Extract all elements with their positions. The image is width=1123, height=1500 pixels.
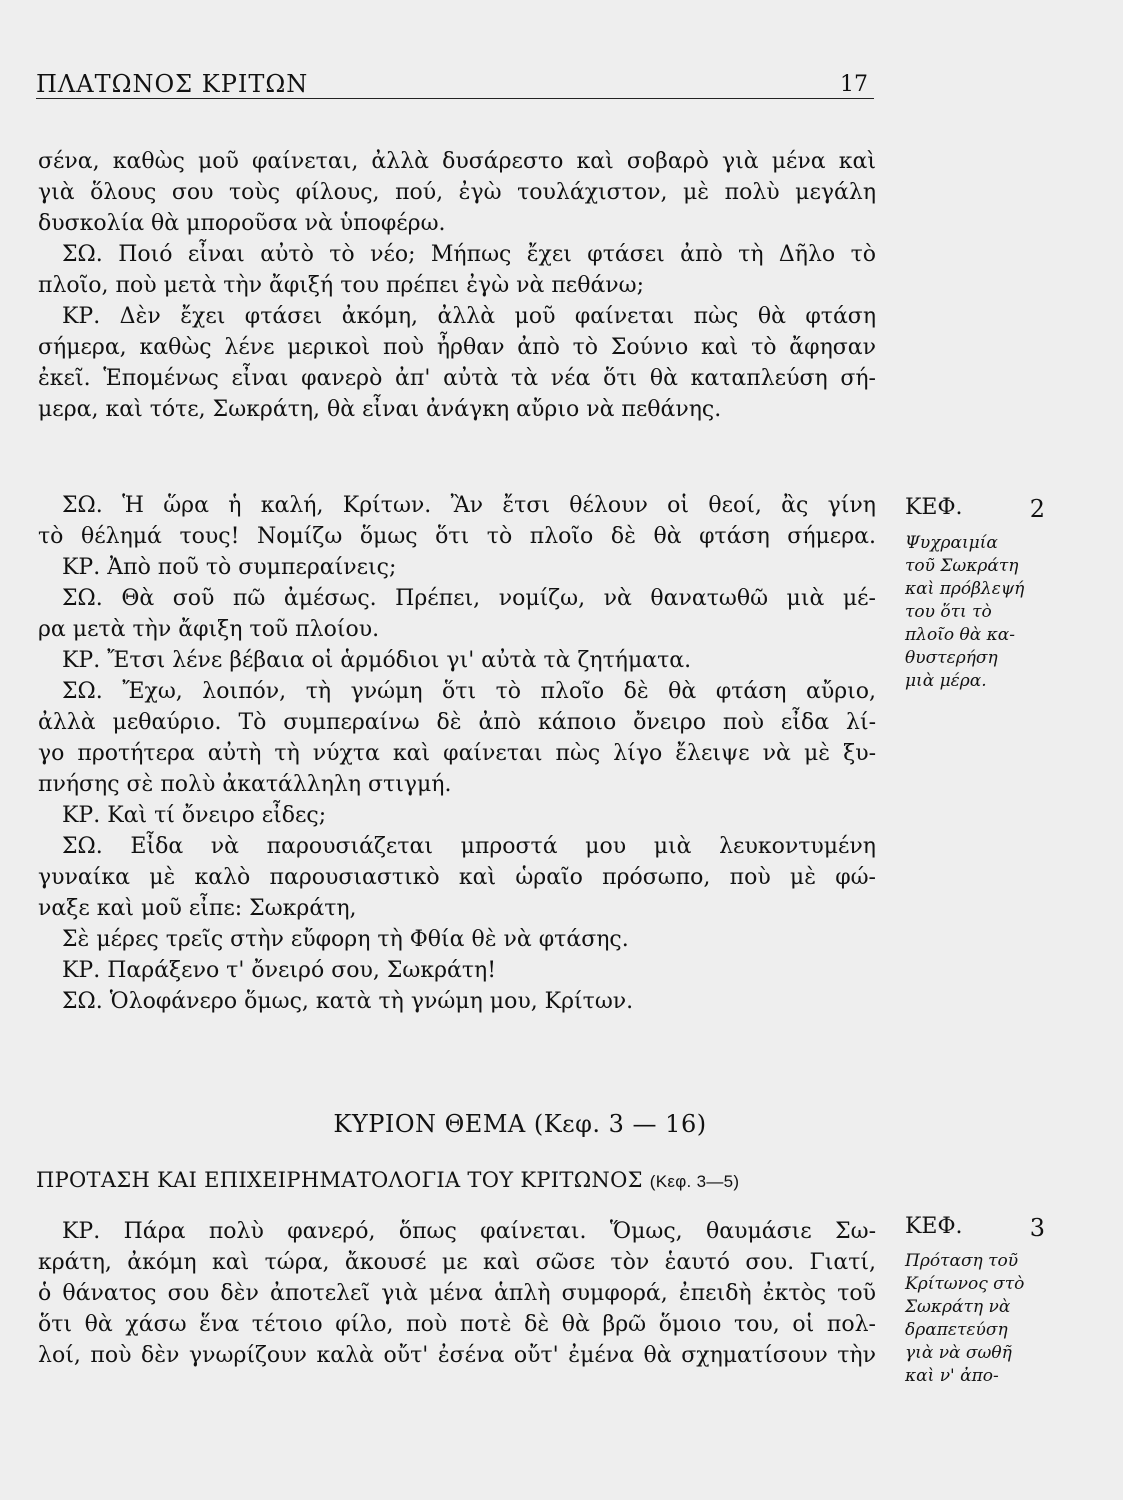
text-line: λοί, ποὺ δὲν γνωρίζουν καλὰ οὔτ' ἐσένα οὔτ' ἐμένα θὰ σχηματίσουν τὴν: [38, 1343, 876, 1368]
margin-note-line: Σωκράτη νὰ: [905, 1297, 1011, 1317]
margin-note-2: [905, 532, 1045, 693]
text-line: ΚΡ. Ἔτσι λένε βέβαια οἱ ἁρμόδιοι γι' αὐτὰ τὰ ζητήματα.: [62, 648, 692, 673]
text-line: γυναίκα μὲ καλὸ παρουσιαστικὸ καὶ ὡραῖο πρόσωπο, ποὺ μὲ φώ-: [38, 865, 876, 890]
text-block-3: [38, 1216, 876, 1371]
margin-note-line: Κρίτωνος στὸ: [905, 1274, 1025, 1294]
text-line: τὸ θέλημά τους! Νομίζω ὅμως ὅτι τὸ πλοῖο δὲ θὰ φτάση σήμερα.: [38, 524, 876, 549]
text-line: σένα, καθὼς μοῦ φαίνεται, ἀλλὰ δυσάρεστο καὶ σοβαρὸ γιὰ μένα καὶ: [38, 149, 876, 174]
text-line: ΚΡ. Παράξενο τ' ὄνειρό σου, Σωκράτη!: [62, 958, 497, 983]
text-line: δυσκολία θὰ μποροῦσα νὰ ὑποφέρω.: [38, 211, 446, 236]
running-header-title: ΠΛΑΤΩΝΟΣ ΚΡΙΤΩΝ: [36, 70, 309, 98]
margin-chapter-label-3: [905, 1214, 1045, 1242]
text-line: γιὰ ὅλους σου τοὺς φίλους, πού, ἐγὼ τουλάχιστον, μὲ πολὺ μεγάλη: [38, 180, 876, 205]
header-rule: [36, 98, 874, 99]
margin-note-line: δραπετεύση: [905, 1320, 1008, 1340]
margin-note-line: μιὰ μέρα.: [905, 671, 987, 691]
text-block-1: [38, 146, 876, 425]
text-line: ΚΡ. Ἀπὸ ποῦ τὸ συμπεραίνεις;: [62, 555, 397, 580]
text-line: ἐκεῖ. Ἑπομένως εἶναι φανερὸ ἀπ' αὐτὰ τὰ νέα ὅτι θὰ καταπλεύση σή-: [38, 366, 876, 391]
subheading-chapter-ref: (Κεφ. 3—5): [649, 1172, 740, 1191]
text-line: ΣΩ. Θὰ σοῦ πῶ ἀμέσως. Πρέπει, νομίζω, νὰ θανατωθῶ μιὰ μέ-: [62, 586, 876, 611]
margin-note-line: Πρόταση τοῦ: [905, 1251, 1019, 1271]
text-line: μερα, καὶ τότε, Σωκράτη, θὰ εἶναι ἀνάγκη αὔριο νὰ πεθάνης.: [38, 397, 722, 422]
text-line: ΣΩ. Ποιό εἶναι αὐτὸ τὸ νέο; Μήπως ἔχει φτάσει ἀπὸ τὴ Δῆλο τὸ: [62, 242, 876, 267]
subheading-text: ΠΡΟΤΑΣΗ ΚΑΙ ΕΠΙΧΕΙΡΗΜΑΤΟΛΟΓΙΑ ΤΟΥ ΚΡΙΤΩΝΟΣ: [36, 1168, 643, 1192]
margin-note-line: γιὰ νὰ σωθῆ: [905, 1343, 1012, 1363]
chapter-number: 3: [1029, 1214, 1045, 1242]
margin-note-line: τοῦ Σωκράτη: [905, 556, 1019, 576]
text-line: ΚΡ. Καὶ τί ὄνειρο εἶδες;: [62, 803, 327, 828]
text-line: πνήσης σὲ πολὺ ἀκατάλληλη στιγμή.: [38, 772, 452, 797]
margin-note-line: Ψυχραιμία: [905, 533, 998, 553]
page-number: 17: [840, 72, 868, 97]
text-line: ΣΩ. Ἔχω, λοιπόν, τὴ γνώμη ὅτι τὸ πλοῖο δὲ θὰ φτάση αὔριο,: [62, 679, 876, 704]
margin-note-line: πλοῖο θὰ κα-: [905, 625, 1015, 645]
chapter-number: 2: [1029, 495, 1045, 523]
chapter-label: ΚΕΦ.: [905, 495, 963, 520]
text-line: ΣΩ. Ὁλοφάνερο ὅμως, κατὰ τὴ γνώμη μου, Κρίτων.: [62, 989, 634, 1014]
text-line: γο προτήτερα αὐτὴ τὴ νύχτα καὶ φαίνεται πὼς λίγο ἔλειψε νὰ μὲ ξυ-: [38, 741, 876, 766]
verse-line: Σὲ μέρες τρεῖς στὴν εὔφορη τὴ Φθία θὲ νὰ φτάσης.: [62, 927, 629, 952]
text-line: ναξε καὶ μοῦ εἶπε: Σωκράτη,: [38, 896, 357, 921]
margin-note-line: καὶ ν' ἀπο-: [905, 1366, 999, 1386]
text-line: ὅτι θὰ χάσω ἕνα τέτοιο φίλο, ποὺ ποτὲ δὲ θὰ βρῶ ὅμοιο του, οἱ πολ-: [38, 1312, 876, 1337]
margin-note-3: [905, 1250, 1045, 1388]
text-line: ΣΩ. Εἶδα νὰ παρουσιάζεται μπροστά μου μιὰ λευκοντυμένη: [62, 834, 876, 859]
chapter-label: ΚΕΦ.: [905, 1214, 963, 1239]
text-line: σήμερα, καθὼς λένε μερικοὶ ποὺ ἦρθαν ἀπὸ τὸ Σούνιο καὶ τὸ ἄφησαν: [38, 335, 876, 360]
text-line: ΣΩ. Ἡ ὥρα ἡ καλή, Κρίτων. Ἂν ἔτσι θέλουν οἱ θεοί, ἂς γίνη: [62, 493, 876, 518]
text-line: ὁ θάνατος σου δὲν ἀποτελεῖ γιὰ μένα ἁπλὴ συμφορά, ἐπειδὴ ἐκτὸς τοῦ: [38, 1281, 876, 1306]
text-block-2: [38, 490, 876, 1017]
text-line: ΚΡ. Πάρα πολὺ φανερό, ὅπως φαίνεται. Ὅμως, θαυμάσιε Σω-: [62, 1219, 876, 1244]
text-line: ΚΡ. Δὲν ἔχει φτάσει ἀκόμη, ἀλλὰ μοῦ φαίνεται πὼς θὰ φτάση: [62, 304, 876, 329]
section-subheading: [36, 1168, 739, 1192]
margin-chapter-label-2: [905, 495, 1045, 523]
text-line: κράτη, ἀκόμη καὶ τώρα, ἄκουσέ με καὶ σῶσε τὸν ἑαυτό σου. Γιατί,: [38, 1250, 876, 1275]
text-line: ρα μετὰ τὴν ἄφιξη τοῦ πλοίου.: [38, 617, 380, 642]
text-line: πλοῖο, ποὺ μετὰ τὴν ἄφιξή του πρέπει ἐγὼ νὰ πεθάνω;: [38, 273, 645, 298]
text-line: ἀλλὰ μεθαύριο. Τὸ συμπεραίνω δὲ ἀπὸ κάποιο ὄνειρο ποὺ εἶδα λί-: [38, 710, 876, 735]
margin-note-line: του ὅτι τὸ: [905, 602, 992, 622]
margin-note-line: θυστερήση: [905, 648, 998, 668]
section-heading: ΚΥΡΙΟΝ ΘΕΜΑ (Κεφ. 3 — 16): [333, 1110, 707, 1138]
margin-note-line: καὶ πρόβλεψή: [905, 579, 1025, 599]
